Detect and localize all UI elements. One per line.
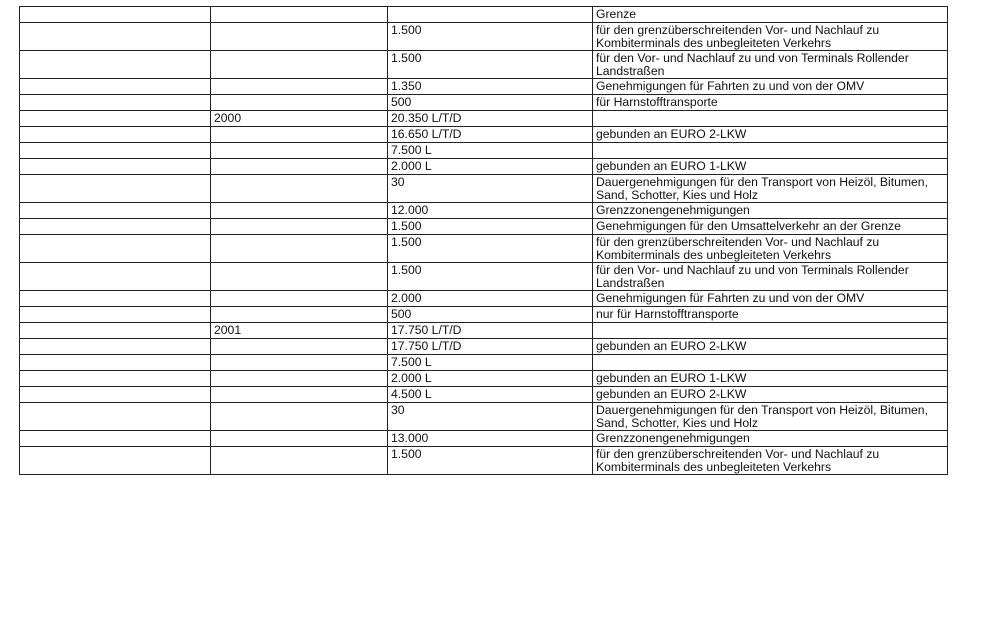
- year-cell: [211, 127, 388, 143]
- table-row: [20, 291, 948, 307]
- col-blank-cell: [20, 51, 211, 79]
- quantity-cell: 17.750 L/T/D: [388, 323, 593, 339]
- table-row: [20, 355, 948, 371]
- document-page: [19, 6, 948, 475]
- quantity-cell: [388, 7, 593, 23]
- quantity-cell: 1.500: [388, 51, 593, 79]
- table-row: [20, 79, 948, 95]
- year-cell: [211, 371, 388, 387]
- col-blank-cell: [20, 355, 211, 371]
- col-blank-cell: [20, 323, 211, 339]
- col-blank-cell: [20, 371, 211, 387]
- description-cell: Genehmigungen für den Umsattelverkehr an der Grenze: [593, 219, 948, 235]
- year-cell: [211, 7, 388, 23]
- table-row: [20, 7, 948, 23]
- quantity-cell: 12.000: [388, 203, 593, 219]
- table-row: [20, 403, 948, 431]
- col-blank-cell: [20, 387, 211, 403]
- year-cell: [211, 431, 388, 447]
- description-cell: gebunden an EURO 2-LKW: [593, 387, 948, 403]
- description-cell: gebunden an EURO 1-LKW: [593, 159, 948, 175]
- table-row: [20, 51, 948, 79]
- col-blank-cell: [20, 159, 211, 175]
- quantity-cell: 30: [388, 175, 593, 203]
- quantity-cell: 1.500: [388, 23, 593, 51]
- description-cell: [593, 143, 948, 159]
- year-cell: [211, 159, 388, 175]
- year-cell: [211, 447, 388, 475]
- col-blank-cell: [20, 307, 211, 323]
- year-cell: [211, 235, 388, 263]
- description-cell: gebunden an EURO 2-LKW: [593, 339, 948, 355]
- table-row: [20, 431, 948, 447]
- quantity-cell: 1.500: [388, 235, 593, 263]
- col-blank-cell: [20, 263, 211, 291]
- quantity-cell: 1.500: [388, 219, 593, 235]
- year-cell: [211, 307, 388, 323]
- description-cell: gebunden an EURO 1-LKW: [593, 371, 948, 387]
- quantity-cell: 20.350 L/T/D: [388, 111, 593, 127]
- col-blank-cell: [20, 291, 211, 307]
- table-row: [20, 235, 948, 263]
- col-blank-cell: [20, 79, 211, 95]
- table-row: [20, 175, 948, 203]
- col-blank-cell: [20, 111, 211, 127]
- year-cell: 2001: [211, 323, 388, 339]
- quantity-cell: 2.000 L: [388, 159, 593, 175]
- table-row: [20, 95, 948, 111]
- description-cell: gebunden an EURO 2-LKW: [593, 127, 948, 143]
- description-cell: Grenzzonengenehmigungen: [593, 203, 948, 219]
- table-row: [20, 339, 948, 355]
- quantity-cell: 7.500 L: [388, 143, 593, 159]
- year-cell: 2000: [211, 111, 388, 127]
- year-cell: [211, 387, 388, 403]
- description-cell: für den Vor- und Nachlauf zu und von Terminals Rollender Landstraßen: [593, 51, 948, 79]
- table-row: [20, 263, 948, 291]
- col-blank-cell: [20, 235, 211, 263]
- description-cell: Dauergenehmigungen für den Transport von Heizöl, Bitumen, Sand, Schotter, Kies und Holz: [593, 403, 948, 431]
- description-cell: [593, 355, 948, 371]
- col-blank-cell: [20, 403, 211, 431]
- year-cell: [211, 95, 388, 111]
- table-row: [20, 203, 948, 219]
- description-cell: für den grenzüberschreitenden Vor- und Nachlauf zu Kombiterminals des unbegleiteten Verkehrs: [593, 23, 948, 51]
- description-cell: für Harnstofftransporte: [593, 95, 948, 111]
- table-row: [20, 307, 948, 323]
- quantity-cell: 1.500: [388, 263, 593, 291]
- table-row: [20, 111, 948, 127]
- description-cell: Genehmigungen für Fahrten zu und von der OMV: [593, 79, 948, 95]
- permit-table: [19, 6, 948, 475]
- description-cell: [593, 323, 948, 339]
- year-cell: [211, 79, 388, 95]
- col-blank-cell: [20, 7, 211, 23]
- col-blank-cell: [20, 203, 211, 219]
- year-cell: [211, 339, 388, 355]
- quantity-cell: 2.000 L: [388, 371, 593, 387]
- table-row: [20, 219, 948, 235]
- col-blank-cell: [20, 339, 211, 355]
- year-cell: [211, 23, 388, 51]
- description-cell: Dauergenehmigungen für den Transport von Heizöl, Bitumen, Sand, Schotter, Kies und Holz: [593, 175, 948, 203]
- year-cell: [211, 263, 388, 291]
- quantity-cell: 1.350: [388, 79, 593, 95]
- quantity-cell: 13.000: [388, 431, 593, 447]
- table-row: [20, 447, 948, 475]
- description-cell: Grenze: [593, 7, 948, 23]
- description-cell: für den Vor- und Nachlauf zu und von Terminals Rollender Landstraßen: [593, 263, 948, 291]
- col-blank-cell: [20, 175, 211, 203]
- table-row: [20, 371, 948, 387]
- description-cell: [593, 111, 948, 127]
- table-body: [20, 7, 948, 475]
- table-row: [20, 127, 948, 143]
- col-blank-cell: [20, 219, 211, 235]
- description-cell: für den grenzüberschreitenden Vor- und Nachlauf zu Kombiterminals des unbegleiteten Verkehrs: [593, 235, 948, 263]
- description-cell: nur für Harnstofftransporte: [593, 307, 948, 323]
- description-cell: Genehmigungen für Fahrten zu und von der OMV: [593, 291, 948, 307]
- quantity-cell: 500: [388, 95, 593, 111]
- table-row: [20, 387, 948, 403]
- col-blank-cell: [20, 127, 211, 143]
- col-blank-cell: [20, 95, 211, 111]
- quantity-cell: 500: [388, 307, 593, 323]
- quantity-cell: 4.500 L: [388, 387, 593, 403]
- year-cell: [211, 219, 388, 235]
- table-row: [20, 143, 948, 159]
- year-cell: [211, 143, 388, 159]
- table-row: [20, 23, 948, 51]
- quantity-cell: 17.750 L/T/D: [388, 339, 593, 355]
- quantity-cell: 16.650 L/T/D: [388, 127, 593, 143]
- year-cell: [211, 403, 388, 431]
- year-cell: [211, 175, 388, 203]
- col-blank-cell: [20, 143, 211, 159]
- table-row: [20, 159, 948, 175]
- quantity-cell: 30: [388, 403, 593, 431]
- quantity-cell: 7.500 L: [388, 355, 593, 371]
- table-row: [20, 323, 948, 339]
- year-cell: [211, 291, 388, 307]
- year-cell: [211, 203, 388, 219]
- quantity-cell: 1.500: [388, 447, 593, 475]
- year-cell: [211, 355, 388, 371]
- col-blank-cell: [20, 431, 211, 447]
- description-cell: Grenzzonengenehmigungen: [593, 431, 948, 447]
- quantity-cell: 2.000: [388, 291, 593, 307]
- col-blank-cell: [20, 23, 211, 51]
- description-cell: für den grenzüberschreitenden Vor- und Nachlauf zu Kombiterminals des unbegleiteten Verkehrs: [593, 447, 948, 475]
- year-cell: [211, 51, 388, 79]
- col-blank-cell: [20, 447, 211, 475]
